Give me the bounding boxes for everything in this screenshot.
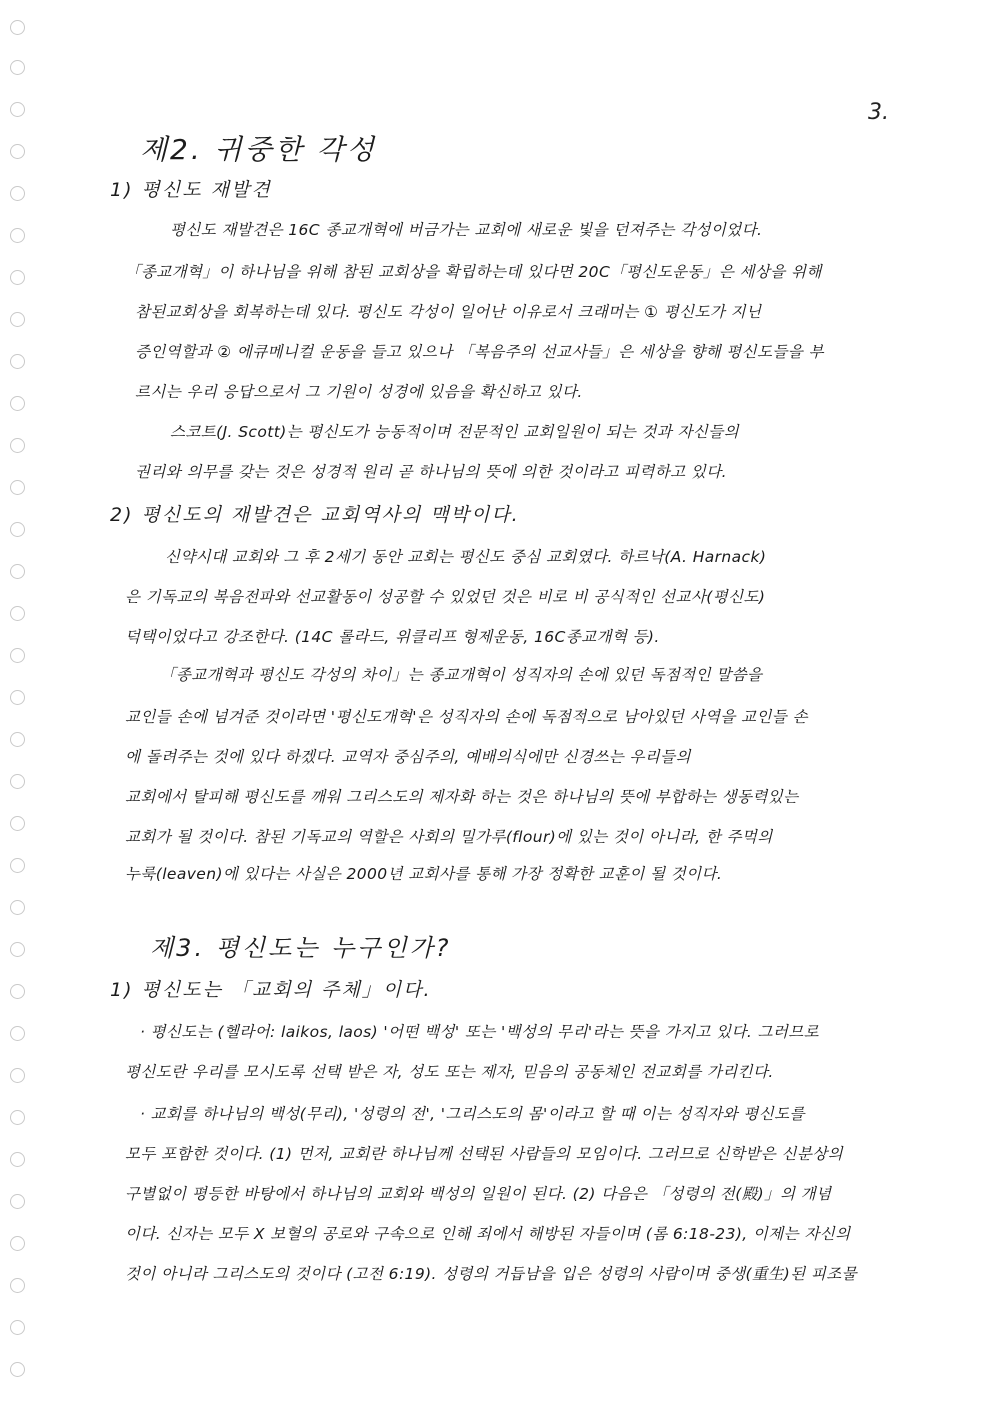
body-line: 신약시대 교회와 그 후 2세기 동안 교회는 평신도 중심 교회였다. 하르낙(A. Harnack) (165, 548, 767, 566)
binder-hole (10, 732, 25, 747)
binder-hole (10, 1236, 25, 1251)
binder-hole (10, 20, 25, 35)
binder-hole (10, 438, 25, 453)
binder-hole (10, 396, 25, 411)
binder-hole (10, 1278, 25, 1293)
binder-hole (10, 480, 25, 495)
body-line: 교회에서 탈피해 평신도를 깨워 그리스도의 제자화 하는 것은 하나님의 뜻에 부합하는 생동력있는 (125, 788, 799, 806)
binder-hole (10, 1194, 25, 1209)
body-line: 이다. 신자는 모두 X 보혈의 공로와 구속으로 인해 죄에서 해방된 자들이며 (롬 6:18-23), 이제는 자신의 (125, 1225, 851, 1243)
binder-hole (10, 942, 25, 957)
binder-hole (10, 858, 25, 873)
binder-hole (10, 1110, 25, 1125)
binder-hole (10, 564, 25, 579)
section-title: 제3. 평신도는 누구인가? (150, 934, 452, 962)
body-line: 르시는 우리 응답으로서 그 기원이 성경에 있음을 확신하고 있다. (135, 383, 583, 401)
subsection-heading: 1) 평신도 재발견 (110, 179, 272, 201)
body-line: 누룩(leaven)에 있다는 사실은 2000년 교회사를 통해 가장 정확한 교훈이 될 것이다. (125, 865, 723, 883)
binder-hole-column (10, 20, 32, 1390)
binder-hole (10, 1362, 25, 1377)
binder-hole (10, 1068, 25, 1083)
binder-hole (10, 354, 25, 369)
body-line: 평신도란 우리를 모시도록 선택 받은 자, 성도 또는 제자, 믿음의 공동체인 전교회를 가리킨다. (125, 1063, 774, 1081)
binder-hole (10, 102, 25, 117)
binder-hole (10, 60, 25, 75)
body-line: 평신도 재발견은 16C 종교개혁에 버금가는 교회에 새로운 빛을 던져주는 각성이었다. (170, 221, 763, 239)
binder-hole (10, 522, 25, 537)
page-number: 3. (868, 100, 889, 125)
body-line: · 교회를 하나님의 백성(무리), '성령의 전', '그리스도의 몸'이라고 할 때 이는 성직자와 평신도를 (140, 1105, 805, 1123)
subsection-heading: 2) 평신도의 재발견은 교회역사의 맥박이다. (110, 504, 520, 526)
body-line: 은 기독교의 복음전파와 선교활동이 성공할 수 있었던 것은 비로 비 공식적인 선교사(평신도) (125, 588, 766, 606)
subsection-heading: 1) 평신도는 「교회의 주체」이다. (110, 979, 432, 1001)
body-line: · 평신도는 (헬라어: laikos, laos) '어떤 백성' 또는 '백성의 무리'라는 뜻을 가지고 있다. 그러므로 (140, 1023, 819, 1041)
body-line: 증인역할과 ② 에큐메니컬 운동을 들고 있으나 「복음주의 선교사들」은 세상을 향해 평신도들을 부 (135, 343, 824, 361)
binder-hole (10, 144, 25, 159)
binder-hole (10, 1320, 25, 1335)
binder-hole (10, 984, 25, 999)
body-line: 참된교회상을 회복하는데 있다. 평신도 각성이 일어난 이유로서 크래머는 ① 평신도가 지닌 (135, 303, 762, 321)
binder-hole (10, 1026, 25, 1041)
body-line: 스코트(J. Scott)는 평신도가 능동적이며 전문적인 교회일원이 되는 것과 자신들의 (170, 423, 739, 441)
body-line: 덕택이었다고 강조한다. (14C 롤라드, 위클리프 형제운동, 16C종교개혁 등). (125, 628, 660, 646)
section-title: 제2. 귀중한 각성 (140, 133, 377, 166)
binder-hole (10, 606, 25, 621)
binder-hole (10, 816, 25, 831)
binder-hole (10, 690, 25, 705)
binder-hole (10, 1152, 25, 1167)
body-line: 구별없이 평등한 바탕에서 하나님의 교회와 백성의 일원이 된다. (2) 다음은 「성령의 전(殿)」의 개념 (125, 1185, 832, 1203)
binder-hole (10, 900, 25, 915)
binder-hole (10, 312, 25, 327)
body-line: 「종교개혁」이 하나님을 위해 참된 교회상을 확립하는데 있다면 20C「평신도운동」은 세상을 위해 (125, 263, 822, 281)
binder-hole (10, 774, 25, 789)
binder-hole (10, 648, 25, 663)
body-line: 교회가 될 것이다. 참된 기독교의 역할은 사회의 밀가루(flour)에 있는 것이 아니라, 한 주먹의 (125, 828, 773, 846)
binder-hole (10, 186, 25, 201)
binder-hole (10, 228, 25, 243)
body-line: 권리와 의무를 갖는 것은 성경적 원리 곧 하나님의 뜻에 의한 것이라고 피력하고 있다. (135, 463, 727, 481)
body-line: 교인들 손에 넘겨준 것이라면 '평신도개혁'은 성직자의 손에 독점적으로 남아있던 사역을 교인들 손 (125, 708, 808, 726)
body-line: 것이 아니라 그리스도의 것이다 (고전 6:19). 성령의 거듭남을 입은 성령의 사람이며 중생(重生)된 피조물 (125, 1265, 858, 1283)
body-line: 「종교개혁과 평신도 각성의 차이」는 종교개혁이 성직자의 손에 있던 독점적인 말씀을 (160, 666, 763, 684)
binder-hole (10, 270, 25, 285)
body-line: 에 돌려주는 것에 있다 하겠다. 교역자 중심주의, 예배의식에만 신경쓰는 우리들의 (125, 748, 691, 766)
body-line: 모두 포함한 것이다. (1) 먼저, 교회란 하나님께 선택된 사람들의 모임이다. 그러므로 신학받은 신분상의 (125, 1145, 843, 1163)
